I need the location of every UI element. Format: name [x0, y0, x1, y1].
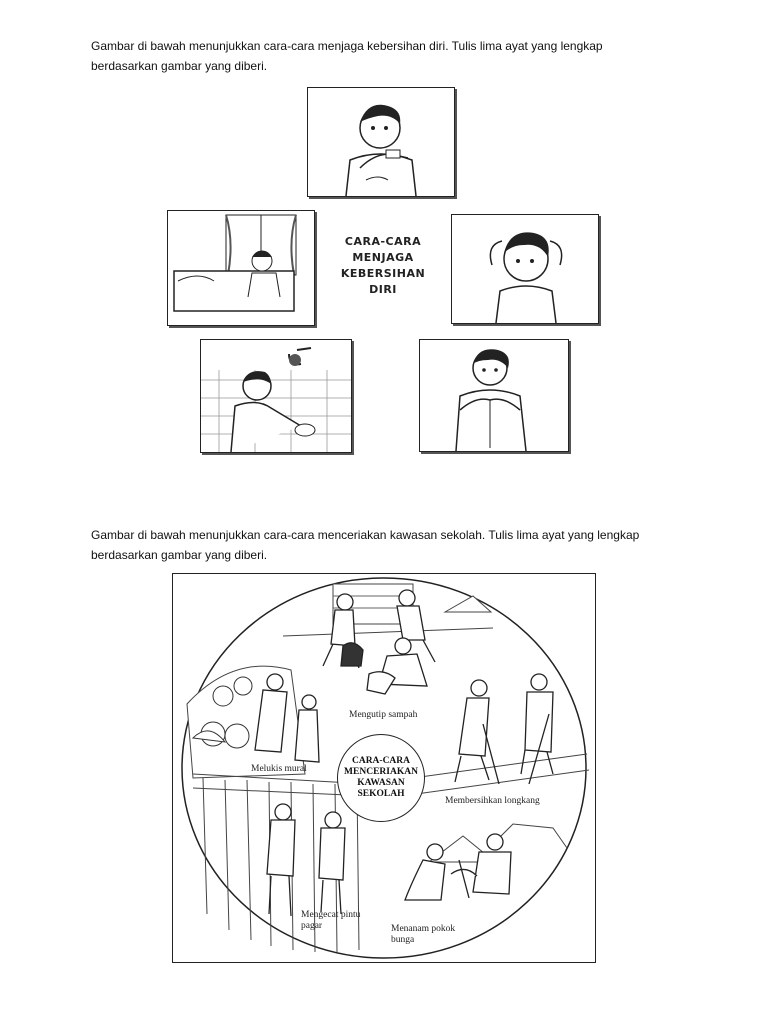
school-beautification-title: [337, 734, 425, 822]
title-line-3: KEBERSIHAN: [340, 267, 426, 280]
instruction-2-line-2: berdasarkan gambar yang diberi.: [91, 548, 268, 562]
buttoning-shirt-picture: [419, 339, 569, 452]
caption-planting-flowers-line-1: Menanam pokok: [391, 924, 456, 934]
caption-planting-flowers-line-2: bunga: [391, 935, 415, 945]
washing-hands-picture: [200, 339, 352, 453]
title-line-4: DIRI: [369, 283, 397, 296]
title-line-2: MENJAGA: [352, 251, 414, 264]
caption-planting-flowers: [391, 924, 455, 946]
personal-hygiene-title: [330, 234, 436, 298]
caption-cleaning-drain: Membersihkan longkang: [445, 796, 540, 806]
instruction-2-line-1: Gambar di bawah menunjukkan cara-cara menceriakan kawasan sekolah. Tulis lima ayat yang lengkap: [91, 528, 640, 542]
caption-painting-fence-gate-line-2: pagar: [301, 921, 323, 931]
brushing-teeth-picture: [307, 87, 455, 197]
center-line-3: KAWASAN: [357, 778, 405, 788]
caption-picking-rubbish: Mengutip sampah: [349, 710, 418, 720]
instruction-1-line-1: Gambar di bawah menunjukkan cara-cara menjaga kebersihan diri. Tulis lima ayat yang lengkap: [91, 39, 603, 53]
center-line-1: CARA-CARA: [351, 756, 411, 766]
center-line-4: SEKOLAH: [357, 789, 405, 799]
instruction-1-line-2: berdasarkan gambar yang diberi.: [91, 59, 268, 73]
caption-painting-fence-gate-line-1: Mengecat pintu: [301, 910, 361, 920]
instruction-2: [91, 525, 691, 565]
making-bed-picture: [167, 210, 315, 326]
title-line-1: CARA-CARA: [344, 235, 422, 248]
caption-painting-mural: Melukis mural: [251, 764, 307, 774]
center-line-2: MENCERIAKAN: [344, 767, 418, 777]
instruction-1: [91, 36, 691, 76]
school-beautification-picture: [172, 573, 596, 963]
combing-hair-picture: [451, 214, 599, 324]
caption-painting-fence-gate: [301, 910, 360, 932]
